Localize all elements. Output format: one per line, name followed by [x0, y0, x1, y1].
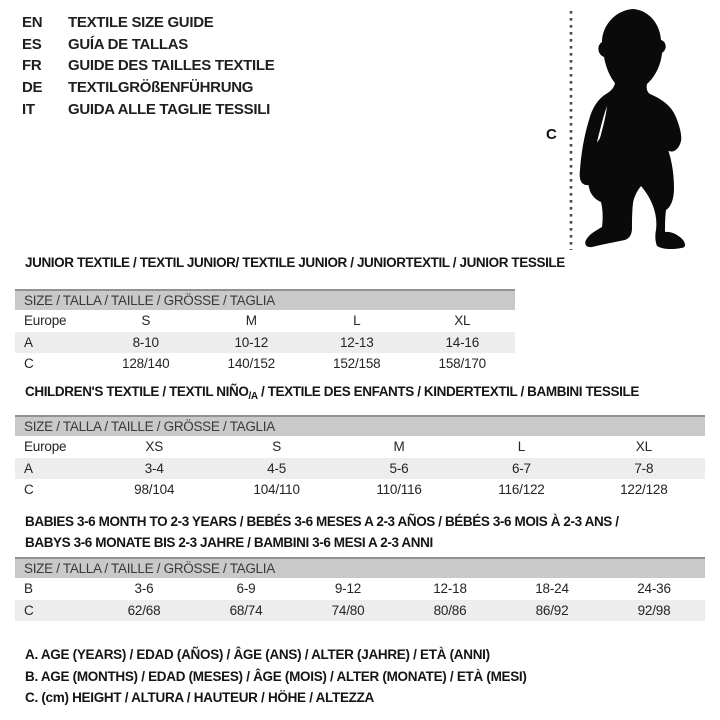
size-cell: 140/152: [227, 356, 275, 372]
children-size-table: [15, 415, 705, 501]
size-cell: 9-12: [334, 581, 362, 597]
footnote-b: B. AGE (MONTHS) / EDAD (MESES) / ÂGE (MOIS) / ALTER (MONATE) / ETÀ (MESI): [25, 668, 527, 684]
children-title-sub: /A: [248, 391, 258, 402]
footnote-a: A. AGE (YEARS) / EDAD (AÑOS) / ÂGE (ANS) / ALTER (JAHRE) / ETÀ (ANNI): [25, 647, 490, 662]
size-cell: 68/74: [229, 602, 263, 618]
babies-size-table: [15, 557, 705, 621]
size-cell: 3-4: [144, 460, 164, 476]
size-cell: M: [393, 439, 405, 455]
size-cell: M: [245, 313, 257, 329]
table-row-europe: [15, 436, 705, 458]
size-cell: L: [353, 313, 361, 329]
size-cell: 24-36: [637, 581, 671, 597]
size-cell: 8-10: [132, 334, 159, 350]
size-cell: 12-18: [433, 581, 467, 597]
size-cell: 158/170: [438, 356, 486, 372]
lang-code: DE: [22, 79, 43, 97]
size-cell: 98/104: [134, 482, 175, 498]
row-label: Europe: [24, 439, 67, 455]
size-cell: S: [141, 313, 151, 329]
size-cell: 10-12: [234, 334, 269, 350]
size-header-bar: SIZE / TALLA / TAILLE / GRÖSSE / TAGLIA: [15, 557, 705, 578]
row-label: C: [24, 602, 34, 618]
size-header-bar: SIZE / TALLA / TAILLE / GRÖSSE / TAGLIA: [15, 289, 515, 310]
size-cell: 110/116: [376, 482, 422, 498]
size-cell: 14-16: [445, 334, 480, 350]
row-label: C: [24, 482, 34, 498]
row-label: Europe: [24, 313, 67, 329]
size-cell: 128/140: [122, 356, 170, 372]
babies-title-line1: BABIES 3-6 MONTH TO 2-3 YEARS / BEBÉS 3-6 MESES A 2-3 AÑOS / BÉBÉS 3-6 MOIS À 2-3 ANS /: [25, 514, 619, 529]
lang-label: TEXTILE SIZE GUIDE: [68, 14, 214, 32]
size-cell: XL: [454, 313, 471, 329]
children-title-pre: CHILDREN'S TEXTILE / TEXTIL NIÑO: [25, 384, 249, 399]
size-cell: 104/110: [253, 482, 300, 498]
language-row-es: [22, 34, 274, 56]
table-row-height: [15, 353, 515, 375]
footnote-c: C. (cm) HEIGHT / ALTURA / HAUTEUR / HÖHE / ALTEZZA: [25, 690, 374, 705]
language-row-it: [22, 98, 274, 120]
junior-size-table: [15, 289, 515, 375]
lang-label: GUIDE DES TAILLES TEXTILE: [68, 57, 275, 75]
size-cell: 4-5: [267, 460, 287, 476]
size-cell: 12-13: [339, 334, 374, 350]
language-row-en: [22, 12, 274, 34]
size-cell: 92/98: [637, 602, 671, 618]
table-row-europe: [15, 310, 515, 332]
row-label: C: [24, 356, 34, 372]
size-header-bar: SIZE / TALLA / TAILLE / GRÖSSE / TAGLIA: [15, 415, 705, 436]
size-cell: S: [272, 439, 282, 455]
children-section-title: [25, 384, 639, 402]
height-marker-label: C: [546, 126, 557, 143]
size-cell: 6-9: [236, 581, 256, 597]
lang-label: GUÍA DE TALLAS: [68, 35, 188, 53]
row-label: A: [24, 460, 33, 476]
size-cell: 18-24: [535, 581, 569, 597]
table-row-height: [15, 600, 705, 622]
lang-code: EN: [22, 14, 43, 32]
lang-code: IT: [22, 100, 35, 118]
row-label: B: [24, 581, 33, 597]
size-cell: 74/80: [331, 602, 365, 618]
lang-code: FR: [22, 57, 42, 75]
lang-code: ES: [22, 35, 42, 53]
size-cell: 122/128: [620, 482, 668, 498]
size-cell: 152/158: [333, 356, 381, 372]
table-row-age: [15, 332, 515, 354]
children-title-post: / TEXTILE DES ENFANTS / KINDERTEXTIL / BAMBINI TESSILE: [257, 384, 639, 399]
language-list: [22, 12, 274, 120]
size-cell: 116/122: [498, 482, 545, 498]
size-cell: 6-7: [511, 460, 531, 476]
size-cell: XL: [635, 439, 652, 455]
table-row-height: [15, 479, 705, 501]
language-row-fr: [22, 55, 274, 77]
junior-section-title: JUNIOR TEXTILE / TEXTIL JUNIOR/ TEXTILE JUNIOR / JUNIORTEXTIL / JUNIOR TESSILE: [25, 255, 565, 270]
size-cell: 62/68: [127, 602, 161, 618]
lang-label: TEXTILGRÖßENFÜHRUNG: [68, 79, 254, 97]
language-row-de: [22, 77, 274, 99]
babies-section-title: [25, 511, 619, 553]
table-row-age: [15, 458, 705, 480]
size-figure: [540, 0, 720, 260]
size-cell: 7-8: [634, 460, 654, 476]
size-cell: 3-6: [134, 581, 154, 597]
table-row-age-months: [15, 578, 705, 600]
row-label: A: [24, 334, 33, 350]
size-cell: 86/92: [535, 602, 569, 618]
lang-label: GUIDA ALLE TAGLIE TESSILI: [68, 100, 270, 118]
babies-title-line2: BABYS 3-6 MONATE BIS 2-3 JAHRE / BAMBINI 3-6 MESI A 2-3 ANNI: [25, 535, 433, 550]
size-cell: 80/86: [433, 602, 467, 618]
size-cell: 5-6: [389, 460, 409, 476]
toddler-silhouette-icon: [580, 9, 685, 249]
footnote-legend: [25, 644, 527, 709]
size-cell: L: [517, 439, 526, 455]
size-cell: XS: [145, 439, 163, 455]
